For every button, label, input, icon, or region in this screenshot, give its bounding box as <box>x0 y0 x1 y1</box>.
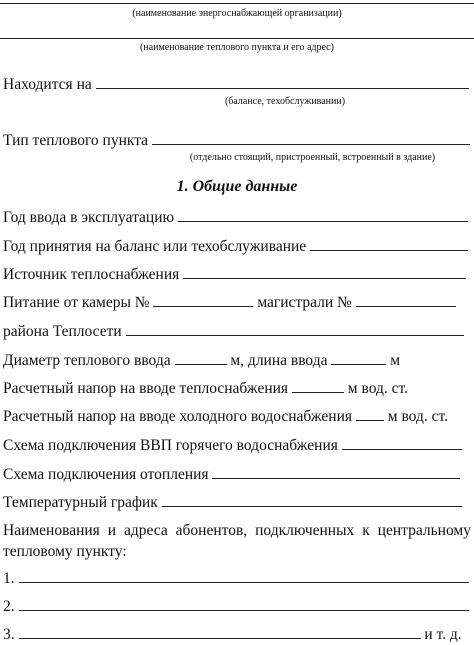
year-commissioned-field[interactable] <box>178 207 468 222</box>
heating-scheme-field[interactable] <box>212 464 460 479</box>
district-label: района Теплосети <box>3 323 122 340</box>
year-balance-field[interactable] <box>310 236 468 251</box>
point-caption: (наименование теплового пункта и его адрес) <box>140 42 334 53</box>
district-row <box>3 321 464 341</box>
length-field[interactable] <box>331 350 386 365</box>
diameter-unit: м, длина ввода <box>230 352 328 369</box>
cold-pressure-row <box>3 406 448 426</box>
subscriber-number: 1. <box>3 570 15 587</box>
point-type-row <box>3 130 470 150</box>
heating-scheme-row <box>3 464 460 484</box>
supply-chamber-field[interactable] <box>153 292 253 307</box>
etc-label: и т. д. <box>424 626 462 643</box>
cold-pressure-field[interactable] <box>356 406 384 421</box>
hot-water-scheme-row <box>3 435 462 455</box>
hot-water-scheme-field[interactable] <box>342 435 462 450</box>
location-caption: (балансе, техобслуживании) <box>224 96 346 107</box>
location-field[interactable] <box>96 74 469 89</box>
year-balance-label: Год принятия на баланс или техобслуживание <box>3 238 307 255</box>
subscriber-number: 2. <box>3 598 15 615</box>
section-title: 1. Общие данные <box>176 178 298 195</box>
cold-pressure-label: Расчетный напор на вводе холодного водоснабжения <box>3 408 353 425</box>
point-type-field[interactable] <box>152 130 470 145</box>
subscriber-field-1[interactable] <box>19 568 469 583</box>
district-field[interactable] <box>126 321 464 336</box>
heat-source-label: Источник теплоснабжения <box>3 266 180 283</box>
point-name-line[interactable] <box>0 38 474 39</box>
cold-pressure-unit: м вод. ст. <box>387 408 448 425</box>
year-commissioned-row <box>3 207 468 227</box>
heat-pressure-unit: м вод. ст. <box>347 380 408 397</box>
subscriber-row-3 <box>3 624 462 644</box>
main-label: магистрали № <box>257 294 352 311</box>
year-balance-row <box>3 236 468 256</box>
main-field[interactable] <box>356 292 456 307</box>
temp-chart-label: Температурный график <box>3 494 158 511</box>
heat-source-field[interactable] <box>183 264 466 279</box>
temp-chart-row <box>3 492 462 512</box>
hot-water-scheme-label: Схема подключения ВВП горячего водоснабжения <box>3 437 338 454</box>
location-label: Находится на <box>3 76 92 93</box>
supply-row <box>3 292 456 312</box>
point-type-caption: (отдельно стоящий, пристроенный, встроенный в здание) <box>189 152 436 163</box>
diameter-field[interactable] <box>175 350 227 365</box>
subscribers-text: Наименования и адреса абонентов, подключенных к центральному тепловому пункту: <box>3 522 471 560</box>
heat-source-row <box>3 264 466 284</box>
heat-pressure-label: Расчетный напор на вводе теплоснабжения <box>3 380 289 397</box>
subscriber-number: 3. <box>3 626 15 643</box>
length-unit: м <box>390 352 401 369</box>
org-caption: (наименование энергоснабжающей организации) <box>132 8 342 19</box>
year-commissioned-label: Год ввода в эксплуатацию <box>3 209 175 226</box>
subscriber-field-3[interactable] <box>19 624 421 639</box>
diameter-row <box>3 350 400 370</box>
org-name-line[interactable] <box>0 3 474 4</box>
point-type-label: Тип теплового пункта <box>3 132 149 149</box>
heating-scheme-label: Схема подключения отопления <box>3 466 209 483</box>
subscriber-field-2[interactable] <box>19 596 469 611</box>
temp-chart-field[interactable] <box>162 492 462 507</box>
diameter-label: Диаметр теплового ввода <box>3 352 171 369</box>
supply-chamber-label: Питание от камеры № <box>3 294 150 311</box>
subscriber-row-1 <box>3 568 469 588</box>
location-row <box>3 74 469 94</box>
subscriber-row-2 <box>3 596 469 616</box>
heat-pressure-field[interactable] <box>292 378 344 393</box>
heat-pressure-row <box>3 378 408 398</box>
